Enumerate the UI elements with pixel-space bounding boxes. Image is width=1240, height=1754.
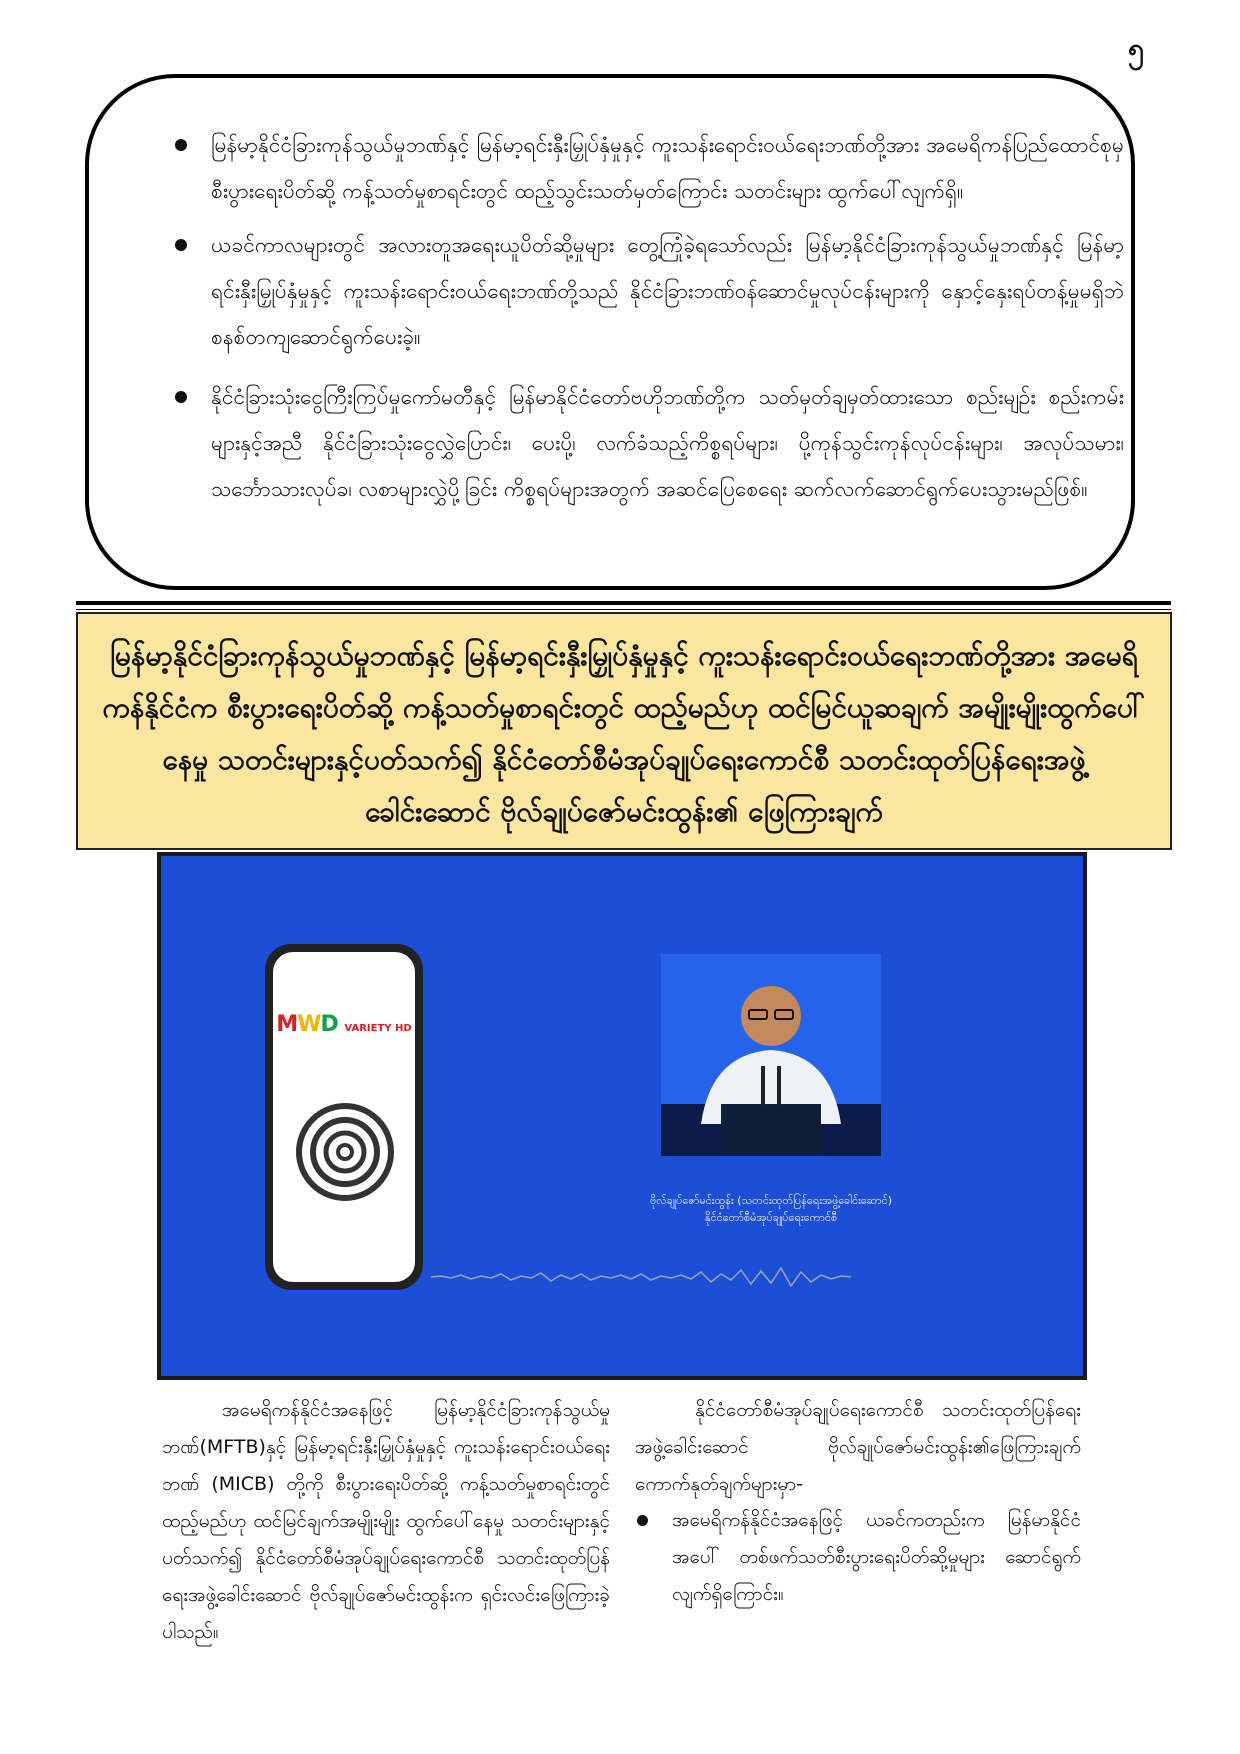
summary-bullet-text: ယခင်ကာလများတွင် အလားတူအရေးယူပိတ်ဆို့မှုများ တွေ့ကြုံခဲ့ရသော်လည်း မြန်မာ့နိုင်ငံခြားကုန်သွယ်မှုဘဏ်နှင့် မြန်မာ့ရင်းနှီးမြှုပ်နှံမှုနှင့် ကူးသန်းရောင်းဝယ်ရေးဘဏ်တို့သည် နိုင်ငံခြားဘဏ်ဝန်ဆောင်မှုလုပ်ငန်းများကို နှောင့်နှေးရပ်တန့်မှုမရှိဘဲ စနစ်တကျဆောင်ရွက်ပေးခဲ့။ — [211, 233, 1124, 349]
speaker-photo — [661, 954, 881, 1156]
summary-bullet — [149, 374, 1124, 574]
page-number: ၅ — [1128, 32, 1144, 65]
summary-bullet-text: နိုင်ငံခြားသုံးငွေကြီးကြပ်မှုကော်မတီနှင့် မြန်မာနိုင်ငံတော်ဗဟိုဘဏ်တို့က သတ်မှတ်ချမှတ်ထားသော စည်းမျဉ်း စည်းကမ်းများနှင့်အညီ နိုင်ငံခြားသုံးငွေလွှဲပြောင်း၊ ပေးပို့၊ လက်ခံသည့်ကိစ္စရပ်များ၊ ပို့ကုန်သွင်းကုန်လုပ်ငန်းများ၊ အလုပ်သမား၊ သင်္ဘောသားလုပ်ခ၊ လစာများလွှဲပို့ခြင်း ကိစ္စရပ်များအတွက် အဆင်ပြေစေရေး ဆက်လက်ဆောင်ရွက်ပေးသွားမည်ဖြစ်။ — [211, 385, 1124, 501]
bullet-icon — [175, 391, 187, 403]
article-right-intro: နိုင်ငံတော်စီမံအုပ်ချုပ်ရေးကောင်စီ သတင်းထုတ်ပြန်ရေးအဖွဲ့ခေါင်းဆောင် ဗိုလ်ချုပ်ဇော်မင်းထွန်း၏ဖြေကြားချက် ကောက်နုတ်ချက်များမှာ- — [635, 1399, 1081, 1495]
summary-bullet — [149, 222, 1124, 370]
news-photo — [157, 852, 1087, 1380]
summary-bullet-text: မြန်မာ့နိုင်ငံခြားကုန်သွယ်မှုဘဏ်နှင့် မြန်မာ့ရင်းနှီးမြှုပ်နှံမှုနှင့် ကူးသန်းရောင်းဝယ်ရေးဘဏ်တို့အား အမေရိကန်ပြည်ထောင်စုမှ စီးပွားရေးပိတ်ဆို့ ကန့်သတ်မှုစာရင်းတွင် ထည့်သွင်းသတ်မှတ်ကြောင်း သတင်းများ ထွက်ပေါ်လျက်ရှိ။ — [211, 133, 1124, 203]
section-divider-thin — [76, 609, 1171, 610]
channel-logo: MWD VARIETY HD — [276, 1012, 412, 1037]
article-right-bullet: အမေရိကန်နိုင်ငံအနေဖြင့် ယခင်ကတည်းက မြန်မာနိုင်ငံ အပေါ် တစ်ဖက်သတ်စီးပွားရေးပိတ်ဆို့မှုများ ဆောင်ရွက်လျက်ရှိကြောင်း။ — [672, 1509, 1081, 1605]
article-left-column: အမေရိကန်နိုင်ငံအနေဖြင့် မြန်မာ့နိုင်ငံခြားကုန်သွယ်မှုဘဏ်(MFTB)နှင့် မြန်မာ့ရင်းနှီးမြှုပ်နှံမှုနှင့် ကူးသန်းရောင်းဝယ်ရေးဘဏ် (MICB) တို့ကို စီးပွားရေးပိတ်ဆို့ ကန့်သတ်မှုစာရင်းတွင် ထည့်မည်ဟု ထင်မြင်ချက်အမျိုးမျိုး ထွက်ပေါ်နေမှု သတင်းများနှင့်ပတ်သက်၍ နိုင်ငံတော်စီမံအုပ်ချုပ်ရေးကောင်စီ သတင်းထုတ်ပြန်ရေးအဖွဲ့ခေါင်းဆောင် ဗိုလ်ချုပ်ဇော်မင်းထွန်းက ရှင်းလင်းဖြေကြားခဲ့ပါသည်။ — [162, 1399, 610, 1643]
phone-screen — [273, 952, 415, 1282]
bullet-icon — [175, 239, 187, 251]
section-divider — [76, 601, 1171, 605]
speaker-caption-name: ဗိုလ်ချုပ်ဇော်မင်းထွန်း (သတင်းထုတ်ပြန်ရေးအဖွဲ့ခေါင်းဆောင်) — [650, 1194, 892, 1207]
bullet-icon — [175, 139, 187, 151]
audio-waveform-icon — [431, 1262, 851, 1292]
phone-illustration — [265, 944, 423, 1290]
audio-rings-icon — [295, 1102, 395, 1202]
summary-bullet — [149, 122, 1124, 218]
bullet-icon — [637, 1515, 648, 1526]
speaker-caption-role: နိုင်ငံတော်စီမံအုပ်ချုပ်ရေးကောင်စီ — [704, 1211, 838, 1224]
logo-subtitle: VARIETY HD — [344, 1023, 412, 1034]
headline-title: မြန်မာ့နိုင်ငံခြားကုန်သွယ်မှုဘဏ်နှင့် မြန်မာ့ရင်းနှီးမြှုပ်နှံမှုနှင့် ကူးသန်းရောင်းဝယ်ရေးဘဏ်တို့အား အမေရိကန်နိုင်ငံက စီးပွားရေးပိတ်ဆို့ ကန့်သတ်မှုစာရင်းတွင် ထည့်မည်ဟု ထင်မြင်ယူဆချက် အမျိုးမျိုးထွက်ပေါ်နေမှု သတင်းများနှင့်ပတ်သက်၍ နိုင်ငံတော်စီမံအုပ်ချုပ်ရေးကောင်စီ သတင်းထုတ်ပြန်ရေးအဖွဲ့ခေါင်းဆောင် ဗိုလ်ချုပ်ဇော်မင်းထွန်း၏ ဖြေကြားချက် — [102, 639, 1146, 828]
speaker-caption — [601, 1192, 941, 1226]
summary-box — [85, 74, 1135, 590]
headline-box — [76, 612, 1172, 850]
